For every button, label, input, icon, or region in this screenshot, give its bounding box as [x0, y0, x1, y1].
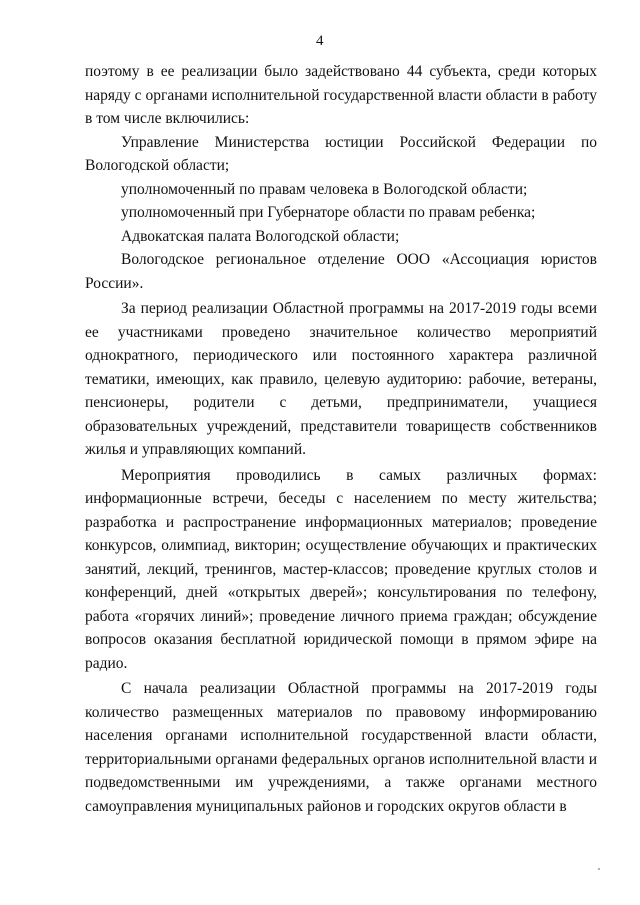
paragraph-period-summary: За период реализации Областной программы на 2017-2019 годы всеми ее участниками проведено значительное количество мероприятий однократного, периодического или постоянного характера различной тематики, имеющих, как правило, целевую аудиторию: рабочие, ветераны, пенсионеры, родители с детьми, предприниматели, учащиеся образовательных учреждений, представители товариществ собственников жилья и управляющих компаний. — [85, 300, 597, 458]
document-body — [85, 60, 597, 818]
list-item-human-rights-ombudsman: уполномоченный по правам человека в Вологодской области; — [121, 180, 528, 198]
list-item-lawyers-association: Вологодское региональное отделение ООО «Ассоциация юристов России». — [85, 251, 597, 292]
list-item-child-rights-ombudsman: уполномоченный при Губернаторе области по правам ребенка; — [121, 204, 536, 221]
paragraph-materials-count: С начала реализации Областной программы на 2017-2019 годы количество размещенных материалов по правовому информированию населения органами исполнительной государственной власти области, территориальными органами федеральных органов исполнительной власти и подведомственными им учреждениями, а также органами местного самоуправления муниципальных районов и городских округов области в — [85, 680, 597, 815]
list-item-bar-chamber: Адвокатская палата Вологодской области; — [121, 227, 400, 245]
scan-speck — [598, 868, 600, 870]
page-number: 4 — [316, 33, 324, 49]
paragraph-intro: поэтому в ее реализации было задействовано 44 субъекта, среди которых наряду с органами исполнительной государственной власти области в работу в том числе включились: — [85, 63, 597, 127]
list-item-ministry-justice: Управление Министерства юстиции Российской Федерации по Вологодской области; — [85, 133, 597, 174]
paragraph-event-forms: Мероприятия проводились в самых различных формах: информационные встречи, беседы с населением по месту жительства; разработка и распространение информационных материалов; проведение конкурсов, олимпиад, викторин; осуществление обучающих и практических занятий, лекций, тренингов, мастер-классов; проведение круглых столов и конференций, дней «открытых дверей»; консультирования по телефону, работа «горячих линий»; проведение личного приема граждан; обсуждение вопросов оказания бесплатной юридической помощи в прямом эфире на радио. — [85, 466, 597, 672]
